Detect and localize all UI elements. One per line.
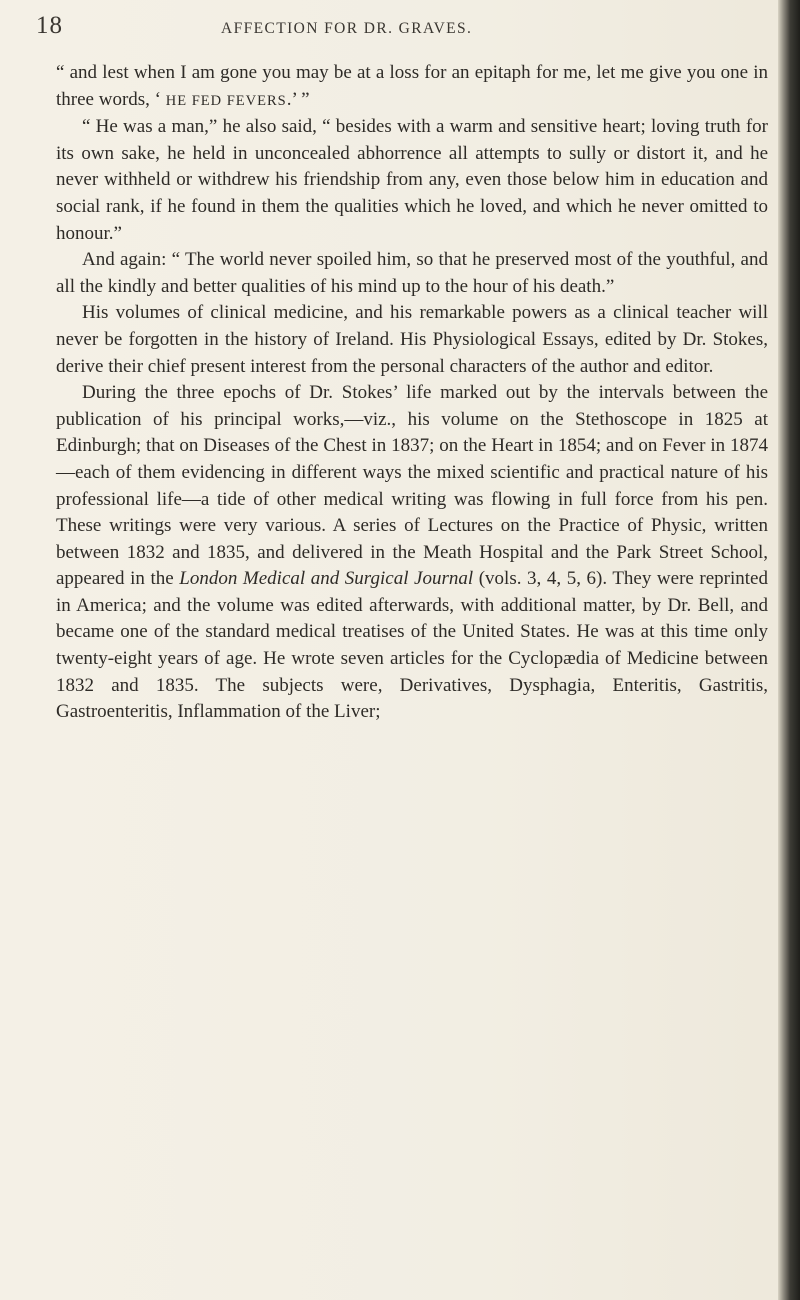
text-segment: “ and lest when I am gone you may be at a loss for an epitaph for me, let me give you one in three words, ‘ — [56, 62, 768, 110]
paragraph-epochs — [56, 380, 768, 726]
text-segment: His volumes of clinical medicine, and his remarkable powers as a clinical teacher will never be forgotten in the history of Ireland. His Physiological Essays, edited by Dr. Stokes, derive their chief present interest from the personal characters of the author and editor. — [56, 302, 768, 377]
text-segment: .’ ” — [286, 88, 310, 110]
page-number: 18 — [36, 12, 63, 39]
running-head: AFFECTION FOR DR. GRAVES. — [221, 20, 473, 37]
paragraph-character — [56, 114, 768, 247]
paragraph-volumes — [56, 300, 768, 380]
text-segment: During the three epochs of Dr. Stokes’ life marked out by the intervals between the publication of his principal works,—viz., his volume on the Stethoscope in 1825 at Edinburgh; that on Diseases of the Chest in 1837; on the Heart in 1854; and on Fever in 1874—each of them evidencing in different ways the mixed scientific and practical nature of his professional life—a tide of other medical writing was flowing in full force from his pen. These writings were very various. A series of Lectures on the Practice of Physic, written between 1832 and 1835, and delivered in the Meath Hospital and the Park Street School, appeared in the — [56, 382, 768, 590]
book-edge-shadow — [778, 0, 800, 1300]
text-segment: (vols. 3, 4, 5, 6). They were reprinted in America; and the volume was edited afterwards, with additional matter, by Dr. Bell, and became one of the standard medical treatises of the United States. He was at this time only twenty-eight years of age. He wrote seven articles for the Cyclopædia of Medicine between 1832 and 1835. The subjects were, Derivatives, Dysphagia, Enteritis, Gastritis, Gastroenteritis, Inflammation of the Liver; — [56, 568, 768, 723]
body-text — [56, 60, 768, 726]
text-segment: “ He was a man,” he also said, “ besides with a warm and sensitive heart; loving truth for its own sake, he held in unconcealed abhorrence all attempts to sully or distort it, and he never withheld or withdrew his friendship from any, even those below him in education and social rank, if he found in them the qualities which he loved, and which he never omitted to honour.” — [56, 116, 768, 244]
small-caps-segment: HE FED FEVERS — [165, 92, 287, 109]
text-segment: And again: “ The world never spoiled him, so that he preserved most of the youthful, and all the kindly and better qualities of his mind up to the hour of his death.” — [56, 249, 768, 297]
paragraph-epitaph — [56, 60, 768, 114]
paragraph-world — [56, 247, 768, 300]
italic-segment: London Medical and Surgical Journal — [179, 568, 474, 590]
